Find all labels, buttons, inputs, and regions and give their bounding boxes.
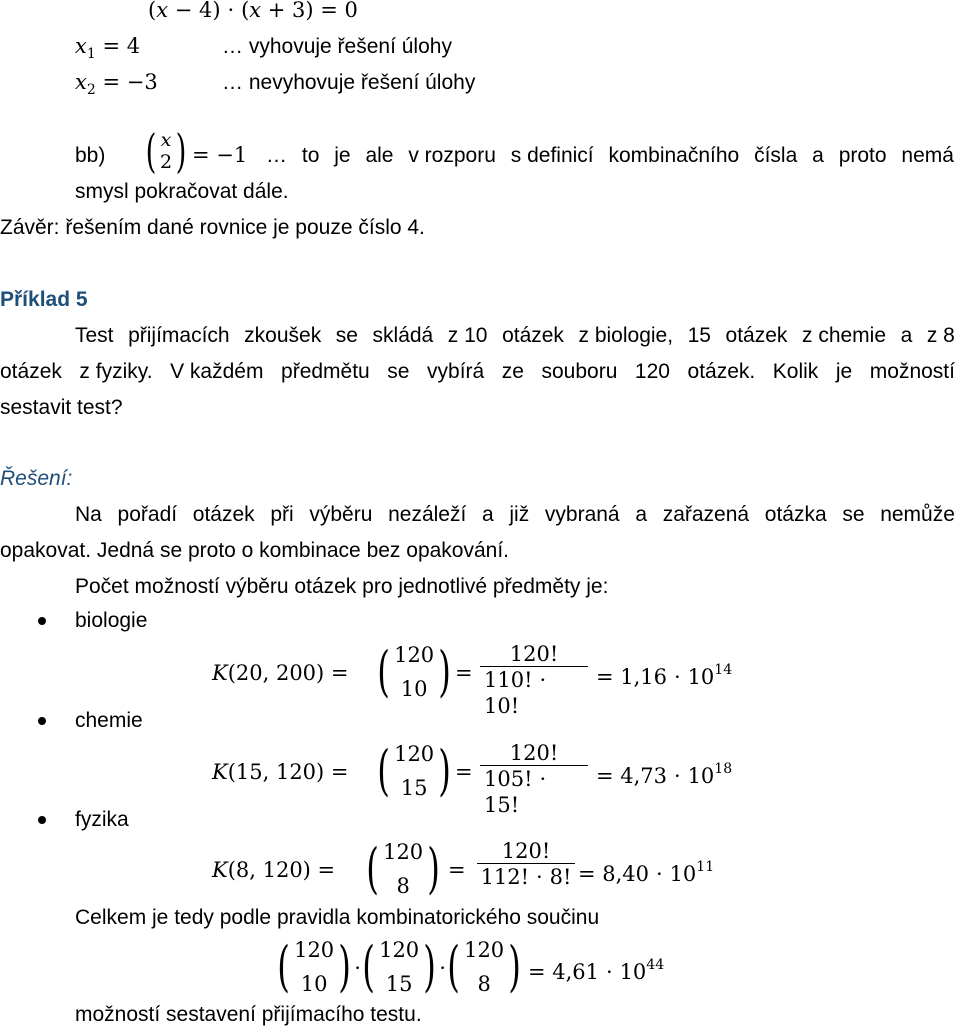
equation-factored: (𝑥 − 4) ⋅ (𝑥 + 3) = 0 (148, 0, 358, 22)
solution-heading: Řešení: (0, 467, 73, 490)
chemie-lhs: 𝐾(15, 120) = (212, 760, 349, 784)
bullet-icon (38, 617, 46, 625)
x1-note: … vyhovuje řešení úlohy (222, 35, 452, 58)
word: Na (75, 503, 102, 526)
binom-top: 120 (394, 643, 435, 667)
word: proto (838, 144, 887, 167)
word: je (334, 144, 351, 167)
word: zařazená (662, 503, 750, 526)
binom-top: 120 (464, 938, 505, 962)
root-x1 (75, 36, 140, 61)
word: vybírá (427, 360, 485, 383)
result-exponent: 11 (696, 859, 715, 875)
word: a (635, 503, 647, 526)
word: nemá (901, 144, 954, 167)
word: ale (365, 144, 394, 167)
word: kombinačního (608, 144, 740, 167)
total-line: Celkem je tedy podle pravidla kombinatorického součinu (75, 906, 600, 929)
final-line: možností sestavení přijímacího testu. (75, 1003, 422, 1026)
x1-var: 𝑥 (75, 34, 87, 58)
word: to (301, 144, 320, 167)
word: otázek (192, 503, 255, 526)
word: otázek (0, 360, 62, 383)
word: Kolik (772, 360, 819, 383)
subject-name-biologie: biologie (75, 609, 148, 632)
word: čísla (754, 144, 798, 167)
word: V každém (170, 360, 264, 383)
biologie-fraction (480, 642, 588, 719)
binom-bottom: 15 (400, 776, 428, 800)
binom-bottom: 10 (300, 972, 328, 996)
subject-name-chemie: chemie (75, 709, 143, 732)
word: možností (869, 360, 955, 383)
bullet-icon (38, 717, 46, 725)
bullet-icon (38, 816, 46, 824)
binom-bottom: 8 (477, 972, 491, 996)
word: otázek. (687, 360, 756, 383)
word: 15 (687, 324, 711, 347)
word: pořadí (117, 503, 178, 526)
word: a (482, 503, 494, 526)
word: z chemie (801, 324, 887, 347)
x2-note: … nevyhovuje řešení úlohy (222, 71, 476, 94)
word: při (270, 503, 294, 526)
fraction-numerator: 120! (509, 642, 559, 666)
biologie-binomial: ( 120 10 ) (373, 638, 455, 706)
word: Test (75, 324, 114, 347)
example-line1 (75, 325, 955, 346)
word: výběru (309, 503, 373, 526)
fraction-denominator: 105! ⋅ 15! (480, 765, 588, 818)
word: a (812, 144, 824, 167)
word: souboru (541, 360, 618, 383)
bb-equals: = −1 (192, 143, 248, 167)
binom-top: 120 (394, 742, 435, 766)
word: otázek (502, 324, 564, 347)
binom-top: 120 (379, 938, 420, 962)
word: se (335, 324, 358, 347)
binom-bottom: 10 (400, 677, 428, 701)
fraction-numerator: 120! (509, 741, 559, 765)
word: se (387, 360, 410, 383)
result-exponent: 44 (646, 957, 665, 973)
word: z 8 (926, 324, 955, 347)
total-binomial-3: ( 120 8 ) (443, 933, 525, 1001)
multiply-dot: ⋅ (439, 956, 447, 980)
binom-bottom: 15 (385, 972, 413, 996)
word: a (900, 324, 913, 347)
result-base: = 4,73 ⋅ 10 (596, 764, 715, 788)
total-result (528, 958, 664, 983)
word: již (509, 503, 530, 526)
word: … (266, 144, 287, 167)
result-base: = 8,40 ⋅ 10 (578, 862, 697, 886)
bb-binom-bottom: 2 (159, 151, 173, 173)
word: otázek (725, 324, 788, 347)
biologie-lhs: 𝐾(20, 200) = (212, 661, 349, 685)
word: nemůže (880, 503, 955, 526)
result-base: = 1,16 ⋅ 10 (596, 665, 715, 689)
word: přijímacích (128, 324, 230, 347)
root-x2 (75, 72, 158, 97)
solution-line2: opakovat. Jedná se proto o kombinace bez opakování. (0, 539, 510, 562)
fyzika-result (578, 860, 714, 885)
fyzika-fraction (474, 839, 578, 890)
binom-top: 120 (294, 938, 335, 962)
biologie-result (596, 663, 732, 688)
result-base: = 4,61 ⋅ 10 (528, 960, 647, 984)
chemie-equals: = (455, 760, 473, 784)
word: z biologie, (578, 324, 674, 347)
total-binomial-2: ( 120 15 ) (358, 933, 440, 1001)
fyzika-lhs: 𝐾(8, 120) = (212, 858, 336, 882)
result-exponent: 14 (714, 662, 733, 678)
binom-top: 120 (383, 840, 424, 864)
total-binomial-1: ( 120 10 ) (273, 933, 355, 1001)
fyzika-equals: = (448, 858, 466, 882)
fyzika-binomial: ( 120 8 ) (362, 835, 444, 903)
binom-bottom: 8 (396, 874, 410, 898)
x1-value: = 4 (102, 34, 141, 58)
x2-var: 𝑥 (75, 70, 87, 94)
word: nezáleží (388, 503, 467, 526)
word: v rozporu (408, 144, 496, 167)
conclusion: Závěr: řešením dané rovnice je pouze číslo 4. (0, 216, 425, 239)
chemie-binomial: ( 120 15 ) (373, 737, 455, 805)
subject-name-fyzika: fyzika (75, 808, 129, 831)
multiply-dot: ⋅ (354, 956, 362, 980)
chemie-fraction (480, 741, 588, 818)
word: z fyziky. (79, 360, 153, 383)
biologie-equals: = (455, 661, 473, 685)
solution-line3: Počet možností výběru otázek pro jednotlivé předměty je: (75, 575, 609, 598)
word: se (842, 503, 865, 526)
word: otázka (764, 503, 827, 526)
bb-binom-top: 𝑥 (160, 129, 172, 151)
bb-binomial: ( 𝑥 2 ) (145, 124, 187, 178)
word: zkoušek (244, 324, 322, 347)
example-heading: Příklad 5 (0, 288, 88, 311)
word: vybraná (544, 503, 620, 526)
bb-line2: smysl pokračovat dále. (75, 180, 289, 203)
solution-line1 (75, 504, 955, 525)
x1-sub: 1 (86, 46, 96, 62)
word: ze (501, 360, 524, 383)
bb-line1 (266, 145, 954, 166)
fraction-numerator: 120! (501, 839, 551, 863)
result-exponent: 18 (714, 761, 733, 777)
example-line3: sestavit test? (0, 396, 123, 419)
word: 120 (634, 360, 670, 383)
word: s definicí (510, 144, 594, 167)
example-line2 (0, 361, 955, 382)
word: předmětu (281, 360, 370, 383)
word: skládá (372, 324, 434, 347)
fraction-denominator: 110! ⋅ 10! (480, 666, 588, 719)
fraction-denominator: 112! ⋅ 8! (477, 863, 576, 890)
x2-sub: 2 (86, 82, 96, 98)
word: z 10 (447, 324, 488, 347)
bb-label: bb) (75, 144, 106, 167)
word: je (835, 360, 853, 383)
chemie-result (596, 762, 732, 787)
x2-value: = −3 (102, 70, 158, 94)
